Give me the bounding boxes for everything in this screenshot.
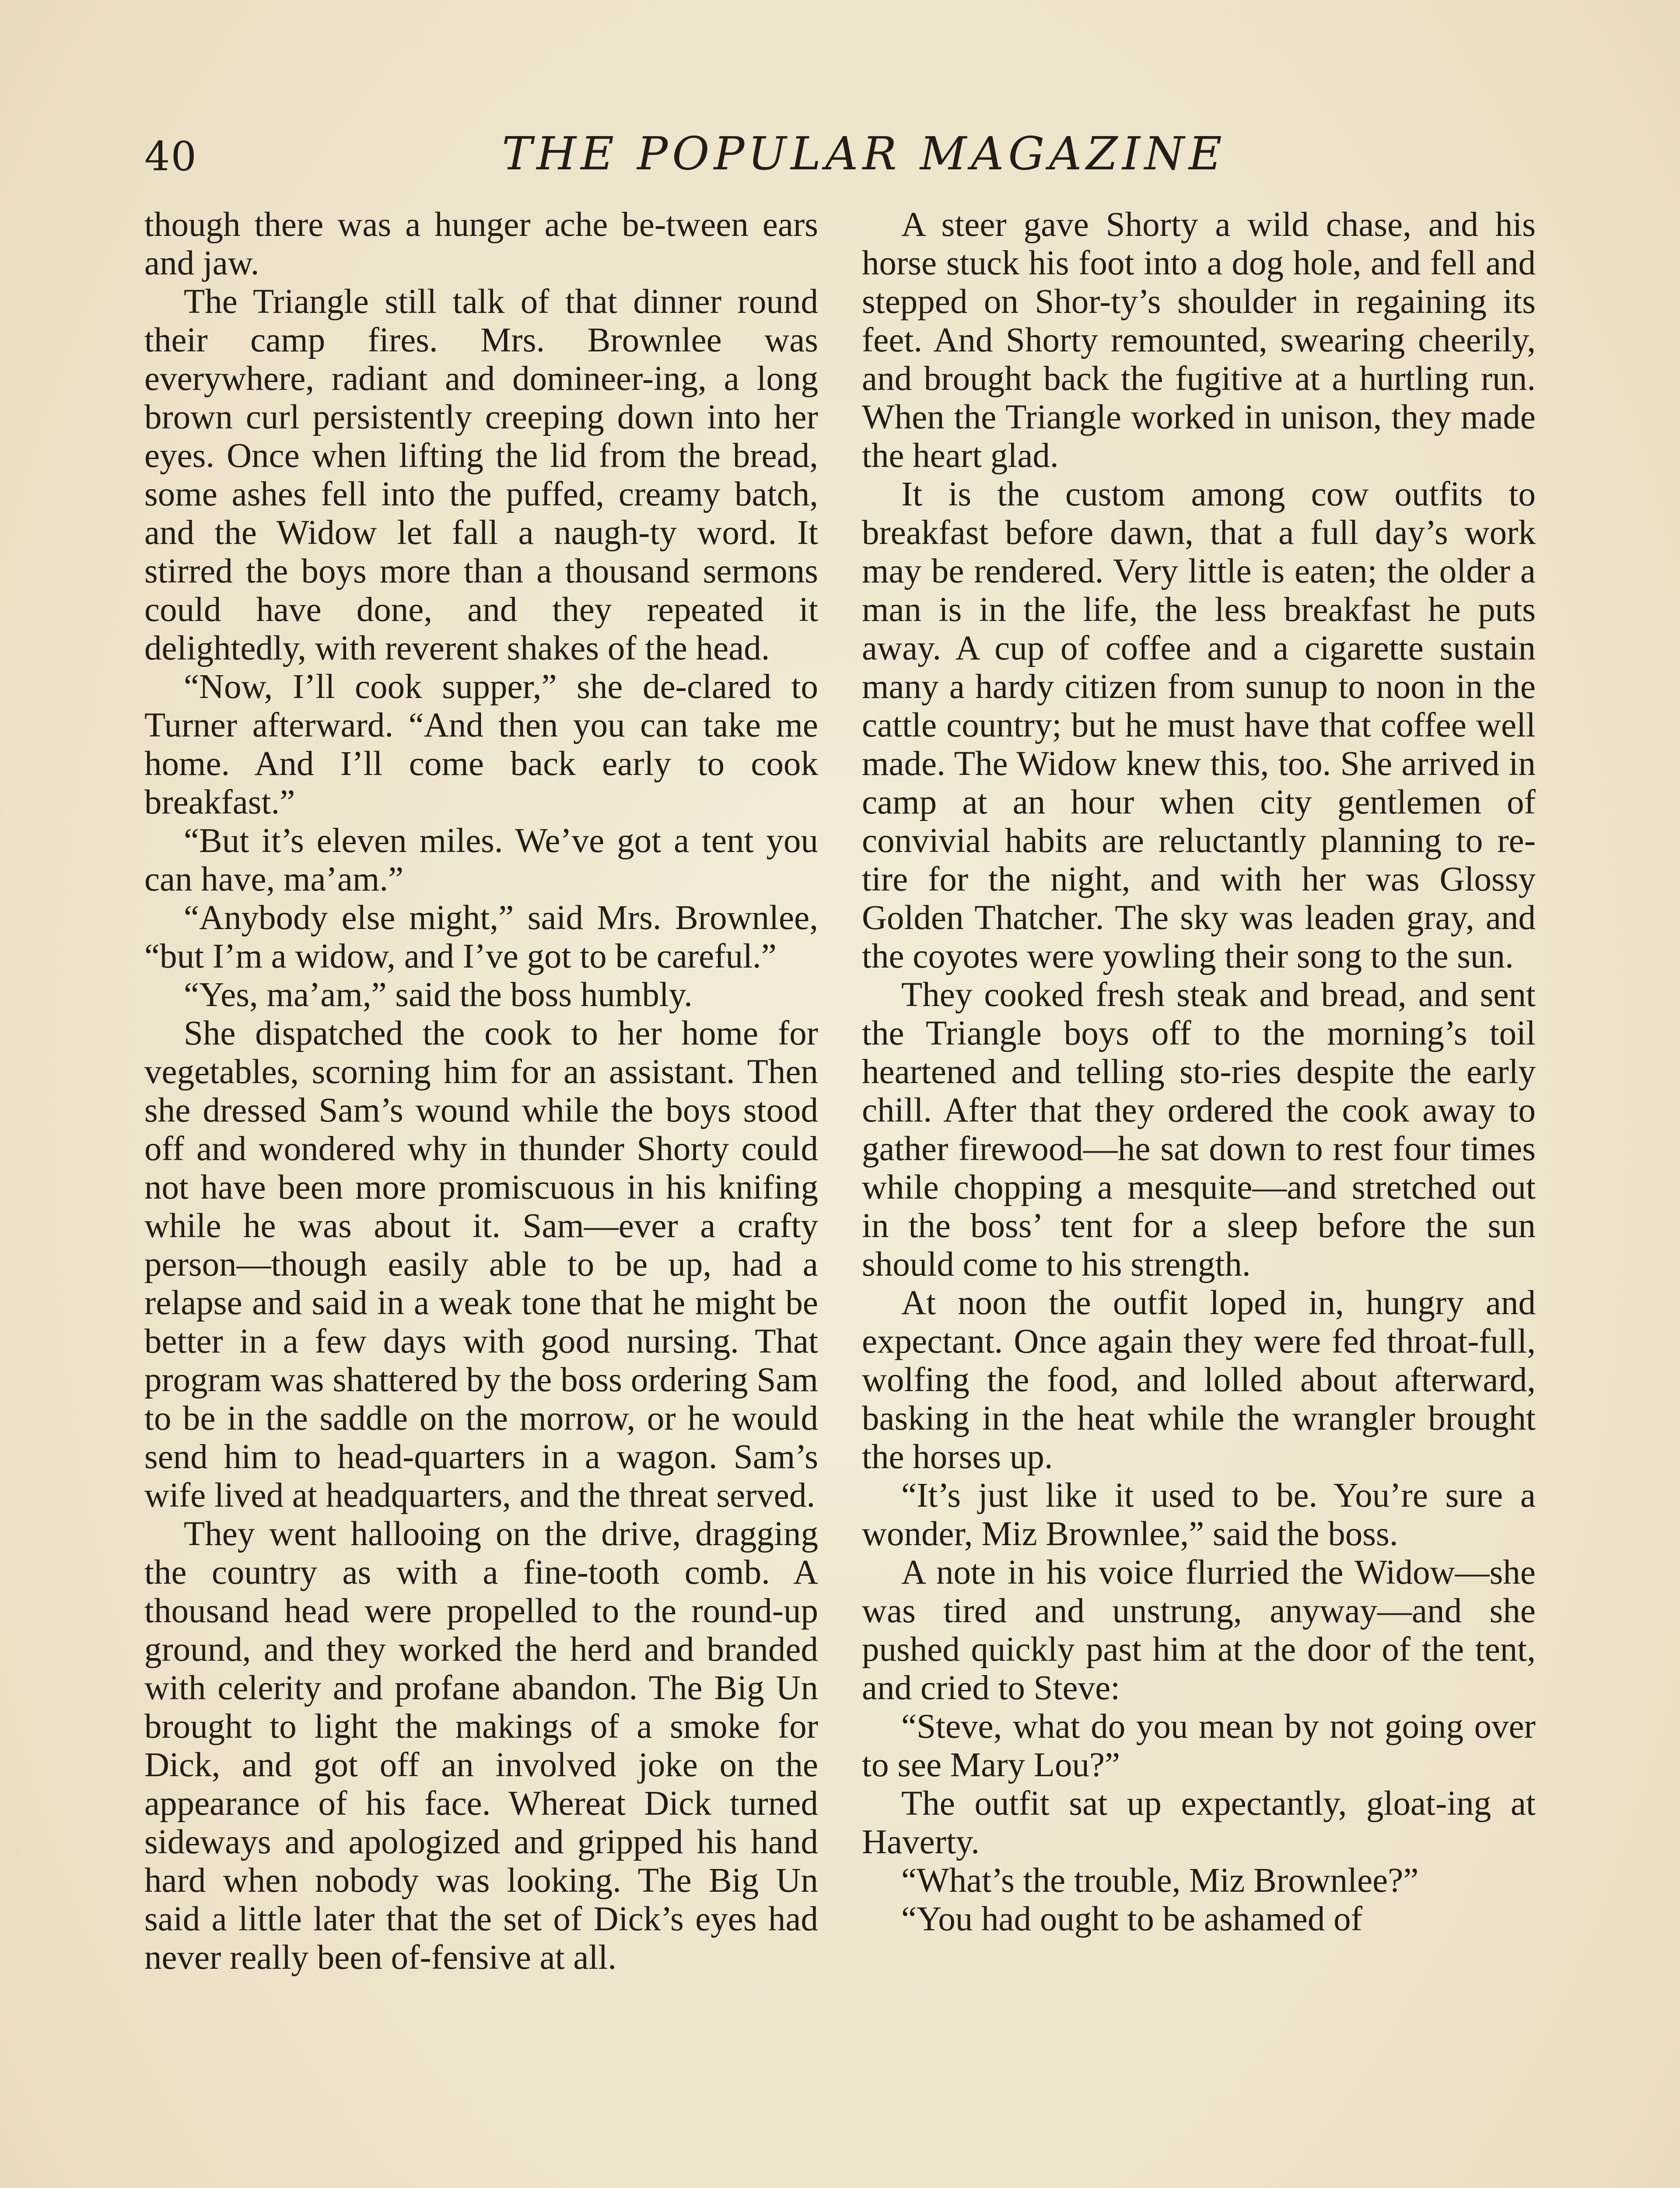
- paragraph: “Yes, ma’am,” said the boss humbly.: [184, 976, 693, 1014]
- paragraph: A steer gave Shorty a wild chase, and his horse stuck his foot into a dog hole, and fell and stepped on Shor-ty’s shoulder in regaining its feet. And Shorty remounted, swearing cheerily, and brought back the fugitive at a hurtling run. When the Triangle worked in unison, they made the heart glad.: [862, 206, 1536, 475]
- paragraph: They went hallooing on the drive, dragging the country as with a fine-tooth comb. A thousand head were propelled to the round-up ground, and they worked the herd and branded with celerity and profane abandon. The Big Un brought to light the makings of a smoke for Dick, and got off an involved joke on the appearance of his face. Whereat Dick turned sideways and apologized and gripped his hand hard when nobody was looking. The Big Un said a little later that the set of Dick’s eyes had never really been of-fensive at all.: [144, 1515, 818, 1977]
- paragraph: “But it’s eleven miles. We’ve got a tent you can have, ma’am.”: [144, 822, 818, 898]
- paragraph: At noon the outfit loped in, hungry and expectant. Once again they were fed throat-full, wolfing the food, and lolled about afterward, basking in the heat while the wrangler brought the horses up.: [862, 1284, 1536, 1476]
- paragraph: “You had ought to be ashamed of: [901, 1900, 1362, 1938]
- paragraph: The Triangle still talk of that dinner round their camp fires. Mrs. Brownlee was everywhere, radiant and domineer-ing, a long brown curl persistently creeping down into her eyes. Once when lifting the lid from the bread, some ashes fell into the puffed, creamy batch, and the Widow let fall a naugh-ty word. It stirred the boys more than a thousand sermons could have done, and they repeated it delightedly, with reverent shakes of the head.: [144, 283, 818, 667]
- magazine-title: THE POPULAR MAGAZINE: [502, 127, 1226, 180]
- paragraph: She dispatched the cook to her home for vegetables, scorning him for an assistant. Then she dressed Sam’s wound while the boys stood off and wondered why in thunder Shorty could not have been more promiscuous in his knifing while he was about it. Sam—ever a crafty person—though easily able to be up, had a relapse and said in a weak tone that he might be better in a few days with good nursing. That program was shattered by the boss ordering Sam to be in the saddle on the morrow, or he would send him to head-quarters in a wagon. Sam’s wife lived at headquarters, and the threat served.: [144, 1014, 818, 1515]
- paragraph: It is the custom among cow outfits to breakfast before dawn, that a full day’s work may be rendered. Very little is eaten; the older a man is in the life, the less breakfast he puts away. A cup of coffee and a cigarette sustain many a hardy citizen from sunup to noon in the cattle country; but he must have that coffee well made. The Widow knew this, too. She arrived in camp at an hour when city gentlemen of convivial habits are reluctantly planning to re-tire for the night, and with her was Glossy Golden Thatcher. The sky was leaden gray, and the coyotes were yowling their song to the sun.: [862, 475, 1536, 975]
- paragraph: A note in his voice flurried the Widow—she was tired and unstrung, anyway—and she pushed quickly past him at the door of the tent, and cried to Steve:: [862, 1553, 1536, 1707]
- page-number: 40: [144, 133, 198, 180]
- paragraph: “Steve, what do you mean by not going over to see Mary Lou?”: [862, 1708, 1536, 1784]
- paragraph: They cooked fresh steak and bread, and sent the Triangle boys off to the morning’s toil heartened and telling sto-ries despite the early chill. After that they ordered the cook away to gather firewood—he sat down to rest four times while chopping a mesquite—and stretched out in the boss’ tent for a sleep before the sun should come to his strength.: [862, 976, 1536, 1283]
- paragraph: “Anybody else might,” said Mrs. Brownlee, “but I’m a widow, and I’ve got to be careful.”: [144, 899, 818, 975]
- paragraph: The outfit sat up expectantly, gloat-ing at Haverty.: [862, 1785, 1536, 1861]
- paragraph: though there was a hunger ache be-tween ears and jaw.: [144, 206, 818, 282]
- paragraph: “Now, I’ll cook supper,” she de-clared to Turner afterward. “And then you can take me home. And I’ll come back early to cook breakfast.”: [144, 668, 818, 821]
- paragraph: “It’s just like it used to be. You’re sure a wonder, Miz Brownlee,” said the boss.: [862, 1476, 1536, 1553]
- left-column: [144, 206, 818, 2188]
- paragraph: “What’s the trouble, Miz Brownlee?”: [901, 1862, 1419, 1900]
- page-header: [144, 127, 1584, 188]
- right-column: [862, 206, 1536, 2188]
